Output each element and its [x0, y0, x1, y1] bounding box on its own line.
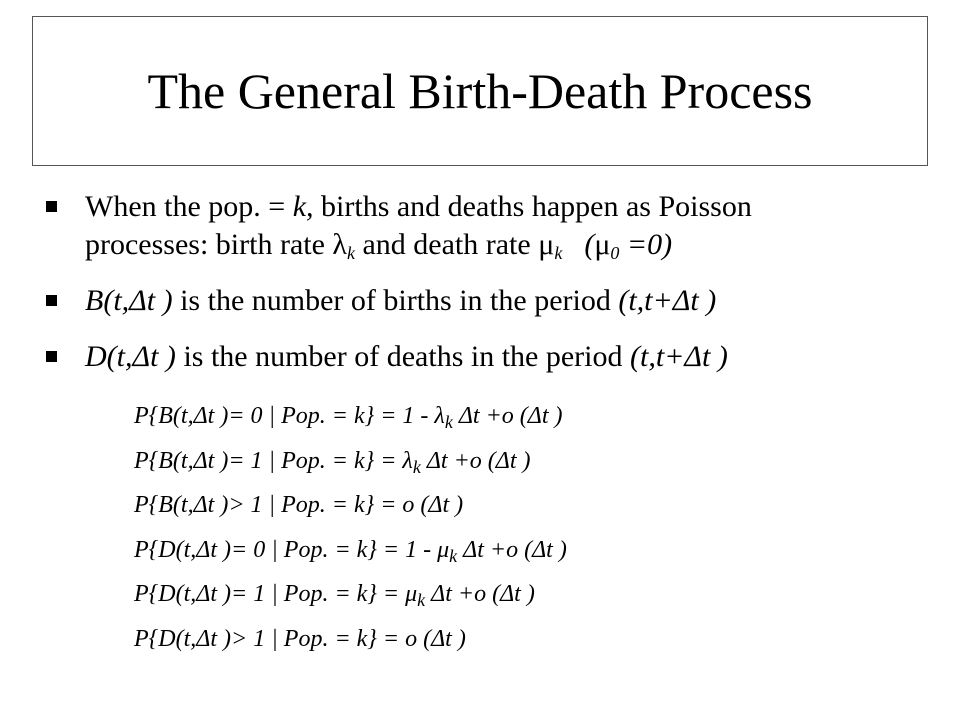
slide-title: The General Birth-Death Process — [147, 63, 813, 119]
bullet-line: When the pop. = k, births and deaths happen as Poisson — [85, 190, 752, 223]
equation-death-zero: P{D(t,Δt )= 0 | Pop. = $k\} = 1 - \mu_k$ Δt +o (Δt ) — [134, 536, 567, 566]
bullet-line: processes: birth rate $\lambda_k$ and death rate $\mu_k$ $(\mu_0 =0)$ — [85, 228, 673, 263]
equation-death-one: P{D(t,Δt )= 1 | Pop. = $k\} = \mu_k$ Δt +o (Δt ) — [134, 581, 535, 610]
square-bullet-icon — [46, 351, 57, 362]
bullet-list — [44, 188, 924, 394]
equation-death-many: P{D(t,Δt )> 1 | Pop. = k} = o (Δt ) — [134, 625, 466, 652]
square-bullet-icon — [46, 295, 57, 306]
bullet-item-births: B(t,Δt ) is the number of births in the period (t,t+Δt ) — [44, 282, 924, 320]
equation-birth-zero: P{B(t,Δt )= 0 | Pop. = $k\} = 1 - \lambda_k$ Δt +o (Δt ) — [134, 403, 563, 432]
equation-birth-many: P{B(t,Δt )> 1 | Pop. = k} = o (Δt ) — [134, 492, 464, 518]
bullet-item-deaths: D(t,Δt ) is the number of deaths in the period (t,t+Δt ) — [44, 338, 924, 376]
bullet-item-rates — [44, 188, 924, 264]
equation-birth-one: P{B(t,Δt )= 1 | Pop. = $k\} = \lambda_k$ Δt +o (Δt ) — [134, 447, 531, 477]
title-box — [32, 16, 928, 166]
equation-list — [134, 394, 567, 661]
square-bullet-icon — [46, 201, 57, 212]
